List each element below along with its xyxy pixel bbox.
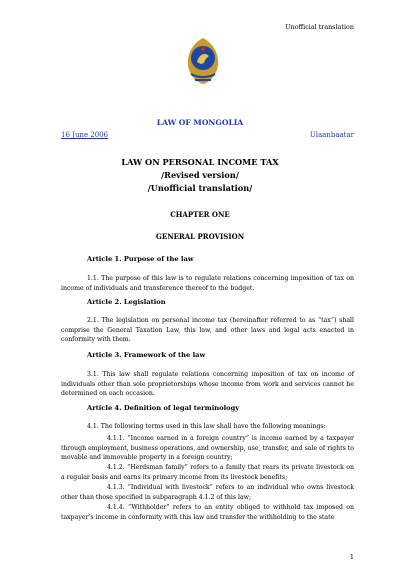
subparagraph-text: 4.1.2. “Herdsman family” refers to a family that rears its private livestock on a regular basis and earns its primary income from its livestock benefits; <box>61 464 354 481</box>
subparagraph-text: 4.1.4. “Withholder” refers to an entity obliged to withhold tax imposed on taxpayer’s income in conformity with this law and transfer the withholding to the state <box>61 504 354 521</box>
article-1-paragraph <box>61 274 354 293</box>
state-emblem-icon <box>183 36 223 86</box>
article-2-paragraph <box>61 316 354 345</box>
subparagraph-text: 4.1.3. “Individual with livestock” refers to an individual who owns livestock other than those specified in subparagraph 4.1.2 of this law; <box>61 484 354 501</box>
article-1-heading: Article 1. Purpose of the law <box>87 255 194 263</box>
law-of-mongolia-heading: LAW OF MONGOLIA <box>156 118 244 127</box>
article-4-paragraph <box>61 422 354 432</box>
law-revised-version: /Revised version/ <box>161 170 239 180</box>
chapter-name: GENERAL PROVISION <box>155 232 245 241</box>
subparagraph-4-1-3 <box>61 483 354 502</box>
article-3-heading: Article 3. Framework of the law <box>87 351 206 359</box>
subparagraph-4-1-4 <box>61 503 354 522</box>
article-4-text: 4.1. The following terms used in this law shall have the following meanings: <box>87 423 326 430</box>
law-unofficial-note: /Unofficial translation/ <box>147 183 253 193</box>
article-4-heading: Article 4. Definition of legal terminology <box>87 404 240 412</box>
subparagraph-text: 4.1.1. “Income earned in a foreign country” is income earned by a taxpayer through employment, business operations, and ownership, use, transfer, and sale of rights to movable and immovable property in a foreign country; <box>61 435 354 462</box>
page-number: 1 <box>349 553 354 561</box>
unofficial-translation-label: Unofficial translation <box>285 23 354 31</box>
article-2-heading: Article 2. Legislation <box>87 298 166 306</box>
subparagraph-4-1-1 <box>61 434 354 463</box>
article-2-text: 2.1. The legislation on personal income tax (hereinafter referred to as “tax”) shall comprise the General Taxation Law, this law, and other laws and legal acts enacted in conformity with them. <box>61 317 354 344</box>
article-1-text: 1.1. The purpose of this law is to regulate relations concerning imposition of tax on income of individuals and transference thereof to the budget. <box>61 275 354 292</box>
article-3-text: 3.1. This law shall regulate relations concerning imposition of tax on income of individuals other than sole proprietorships whose income from work and services cannot be determined on each occasion. <box>61 371 354 398</box>
law-title: LAW ON PERSONAL INCOME TAX <box>121 157 279 167</box>
subparagraph-4-1-2 <box>61 463 354 482</box>
article-3-paragraph <box>61 370 354 399</box>
law-place: Ulaanbaatar <box>309 131 354 139</box>
law-date: 16 June 2006 <box>61 131 109 139</box>
chapter-label: CHAPTER ONE <box>170 210 230 219</box>
